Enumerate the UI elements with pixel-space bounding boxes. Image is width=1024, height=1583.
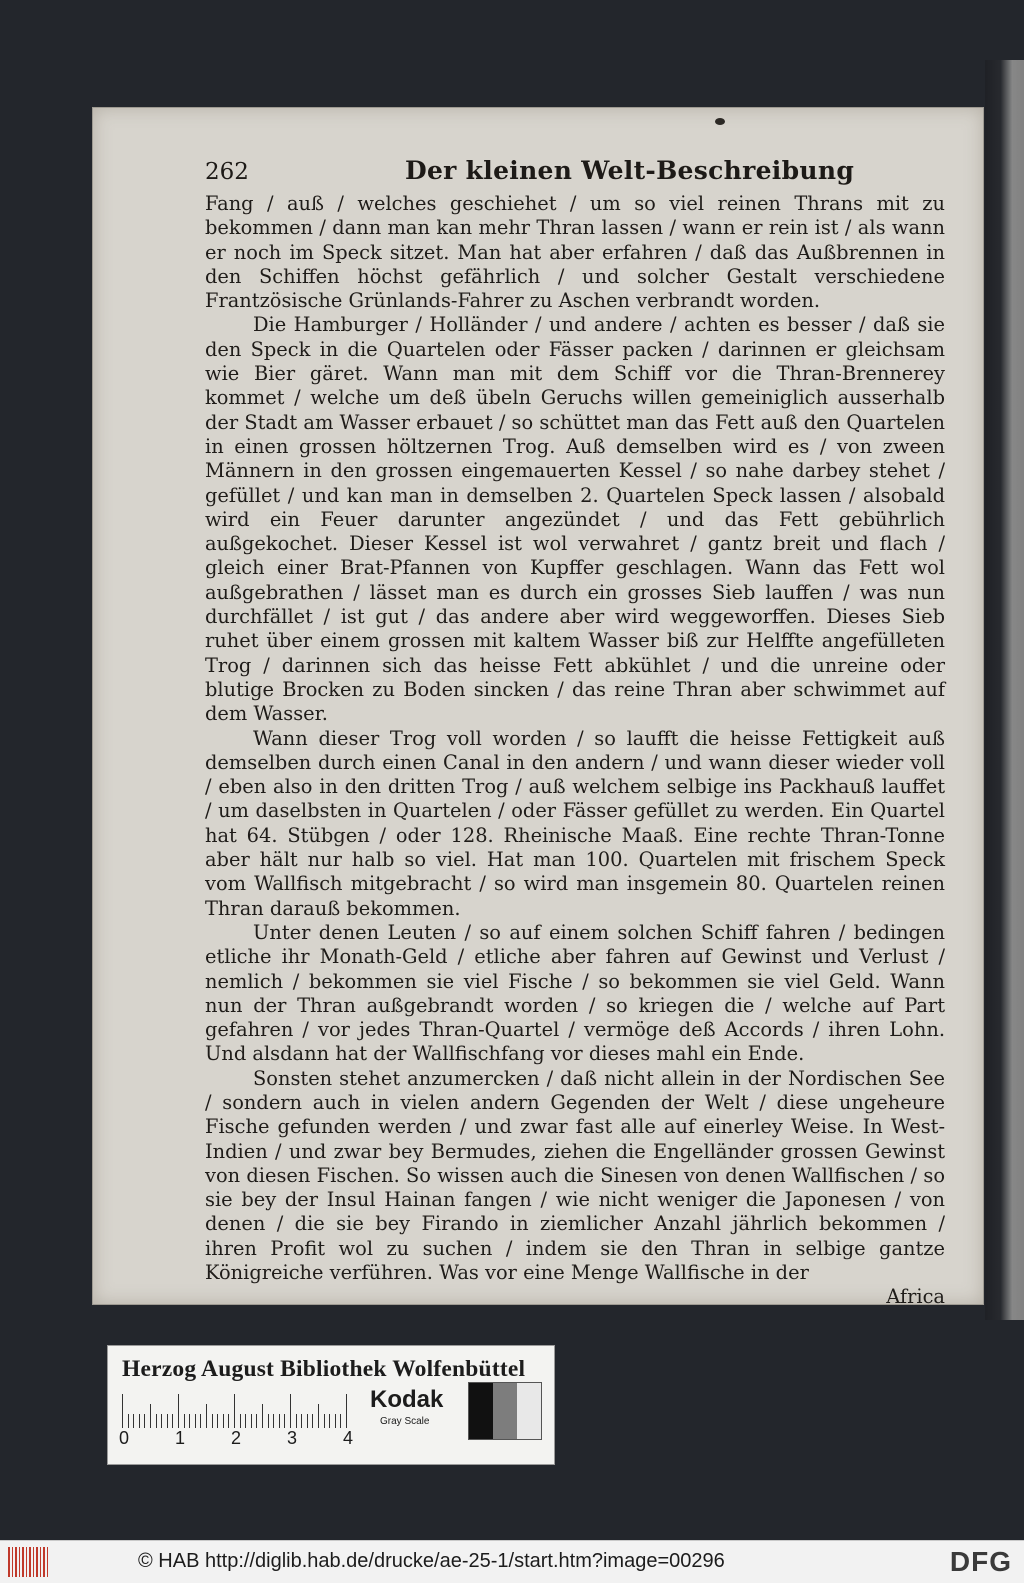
ruler-tick <box>290 1394 291 1428</box>
page-number: 262 <box>205 159 249 185</box>
catchword: Africa <box>886 1285 945 1309</box>
ruler-tick <box>346 1394 347 1428</box>
gray-swatches <box>468 1382 542 1440</box>
ink-mark <box>715 118 725 125</box>
paragraph-2: Die Hamburger / Holländer / und andere / achten es besser / daß sie den Speck in die Quartelen oder Fässer packen / darinnen er gleichsam wie Bier gäret. Wann man mit dem Schiff vor die Thran-Brennerey kommet / welche um deß übeln Geruchs willen gemeiniglich ausserhalb der Stadt am Wasser erbauet / so schüttet man das Fett auß den Quartelen in einen grossen höltzernen Trog. Auß demselben wird es / von zween Männern in den grossen eingemauerten Kessel / so nahe darbey stehet / gefüllet / und kan man in demselben 2. Quartelen Speck lassen / alsobald wird ein Feuer darunter angezündet / und das Fett gebührlich außgekochet. Dieser Kessel ist wol verwahret / gantz breit und flach / gleich einer Brat-Pfannen von Kupffer geschlagen. Wann das Fett wol außgebrathen / lässet man es durch ein grosses Sieb lauffen / was nun durchfället / ist gut / das andere aber wird weggeworffen. Dieses Sieb ruhet über einem grossen mit kaltem Wasser biß zur Helffte angefülleten Trog / darinnen sich das heisse Fett abkühlet / und die unreine oder blutige Brocken zu Boden sincken / das reine Thran aber schwimmet auf dem Wasser. <box>205 313 945 726</box>
ruler-tick <box>312 1414 313 1428</box>
swatch <box>517 1383 541 1439</box>
ruler-tick <box>178 1394 179 1428</box>
ruler-tick <box>256 1414 257 1428</box>
ruler-tick <box>122 1394 123 1428</box>
ruler-tick <box>128 1414 129 1428</box>
ruler-number: 3 <box>287 1428 298 1448</box>
ruler-tick <box>156 1414 157 1428</box>
kodak-logo: Kodak <box>370 1386 444 1413</box>
paragraph-3: Wann dieser Trog voll worden / so laufft die heisse Fettigkeit auß demselben durch einen Canal in den andern / und wann dieser wieder voll / eben also in den dritten Trog / auß welchem selbige ins Packhauß lauffet / um daselbsten in Quartelen / oder Fässer gefüllet zu werden. Ein Quartel hat 64. Stübgen / oder 128. Rheinische Maaß. Eine rechte Thran-Tonne aber hält nur halb so viel. Hat man 100. Quartelen mit frischem Speck vom Wallfisch mitgebracht / so wird man insgemein 80. Quartelen reinen Thran darauß bekommen. <box>205 726 945 920</box>
ruler-tick <box>279 1414 280 1428</box>
ruler-tick <box>324 1414 325 1428</box>
ruler-number: 4 <box>343 1428 354 1448</box>
dfg-logo: DFG <box>949 1546 1012 1577</box>
ruler-numbers <box>119 1428 359 1448</box>
ruler-tick <box>189 1414 190 1428</box>
paragraph-4: Unter denen Leuten / so auf einem solchen Schiff fahren / bedingen etliche ihr Monath-Geld / etliche aber fahren auf Gewinst und Verlust / nemlich / bekommen sie viel Fische / so bekommen sie viel Geld. Wann nun der Thran außgebrandt worden / so kriegen die / welche auf Part gefahren / vor jedes Thran-Quartel / vermöge deß Accords / ihren Lohn. Und alsdann hat der Wallfischfang vor dieses mahl ein Ende. <box>205 920 945 1066</box>
ruler-tick <box>262 1404 263 1428</box>
ruler-tick <box>223 1414 224 1428</box>
ruler-tick <box>234 1394 235 1428</box>
color-calibration-card <box>107 1345 555 1465</box>
ruler-tick <box>172 1414 173 1428</box>
ruler-tick <box>139 1414 140 1428</box>
ruler-number: 2 <box>231 1428 242 1448</box>
ruler-tick <box>240 1414 241 1428</box>
body-text <box>205 192 945 1285</box>
ruler-tick <box>184 1414 185 1428</box>
ruler-tick <box>329 1414 330 1428</box>
page-header <box>205 156 945 192</box>
ruler-tick <box>335 1414 336 1428</box>
ruler-number: 0 <box>119 1428 130 1448</box>
ruler-tick <box>144 1414 145 1428</box>
ruler-tick <box>284 1414 285 1428</box>
ruler-tick <box>217 1414 218 1428</box>
ruler-tick <box>206 1404 207 1428</box>
page-content <box>205 156 945 1310</box>
ruler-tick <box>251 1414 252 1428</box>
barcode-icon <box>8 1547 48 1577</box>
footer-bar <box>0 1540 1024 1583</box>
ruler-tick <box>133 1414 134 1428</box>
ruler-tick <box>273 1414 274 1428</box>
library-name: Herzog August Bibliothek Wolfenbüttel <box>122 1356 526 1382</box>
paragraph-5: Sonsten stehet anzumercken / daß nicht allein in der Nordischen See / sondern auch in vielen andern Gegenden der Welt / diese ungeheure Fische gefunden werden / und zwar fast alle auf einerley Weise. In West-Indien / und zwar bey Bermudes, ziehen die Engelländer grossen Gewinst von diesen Fischen. So wissen auch die Sinesen von denen Wallfischen / so sie bey der Insul Hainan fangen / wie nicht weniger die Japonesen / von denen / die sie bey Firando in ziemlicher Anzahl jährlich bekommen / ihren Profit wol zu suchen / indem sie den Thran in selbige gantze Königreiche verführen. Was vor eine Menge Wallfische in der <box>205 1066 945 1285</box>
ruler-tick <box>161 1414 162 1428</box>
ruler-tick <box>307 1414 308 1428</box>
ruler-tick <box>212 1414 213 1428</box>
swatch <box>469 1383 493 1439</box>
ruler-tick <box>301 1414 302 1428</box>
ruler-tick <box>318 1404 319 1428</box>
ruler-tick <box>296 1414 297 1428</box>
ruler-tick <box>200 1414 201 1428</box>
running-title: Der kleinen Welt-Beschreibung <box>405 156 855 185</box>
gray-scale-label: Gray Scale <box>380 1416 430 1427</box>
copyright-link[interactable]: © HAB http://diglib.hab.de/drucke/ae-25-1/start.htm?image=00296 <box>138 1550 725 1572</box>
ruler-tick <box>228 1414 229 1428</box>
ruler-number: 1 <box>175 1428 186 1448</box>
ruler-tick <box>150 1404 151 1428</box>
adjacent-page-edge <box>985 60 1024 1320</box>
paragraph-1: Fang / auß / welches geschiehet / um so viel reinen Thrans mit zu bekommen / dann man kan mehr Thran lassen / wann er rein ist / als wann er noch im Speck sitzet. Man hat aber erfahren / daß das Außbrennen in den Schiffen höchst gefährlich / und solcher Gestalt verschiedene Frantzösische Grünlands-Fahrer zu Aschen verbrandt worden. <box>205 192 945 313</box>
ruler-tick <box>195 1414 196 1428</box>
book-page <box>93 108 983 1309</box>
ruler-tick <box>167 1414 168 1428</box>
ruler-tick <box>340 1414 341 1428</box>
ruler-tick <box>268 1414 269 1428</box>
ruler-tick <box>245 1414 246 1428</box>
swatch <box>493 1383 517 1439</box>
ruler-scale <box>122 1388 350 1428</box>
